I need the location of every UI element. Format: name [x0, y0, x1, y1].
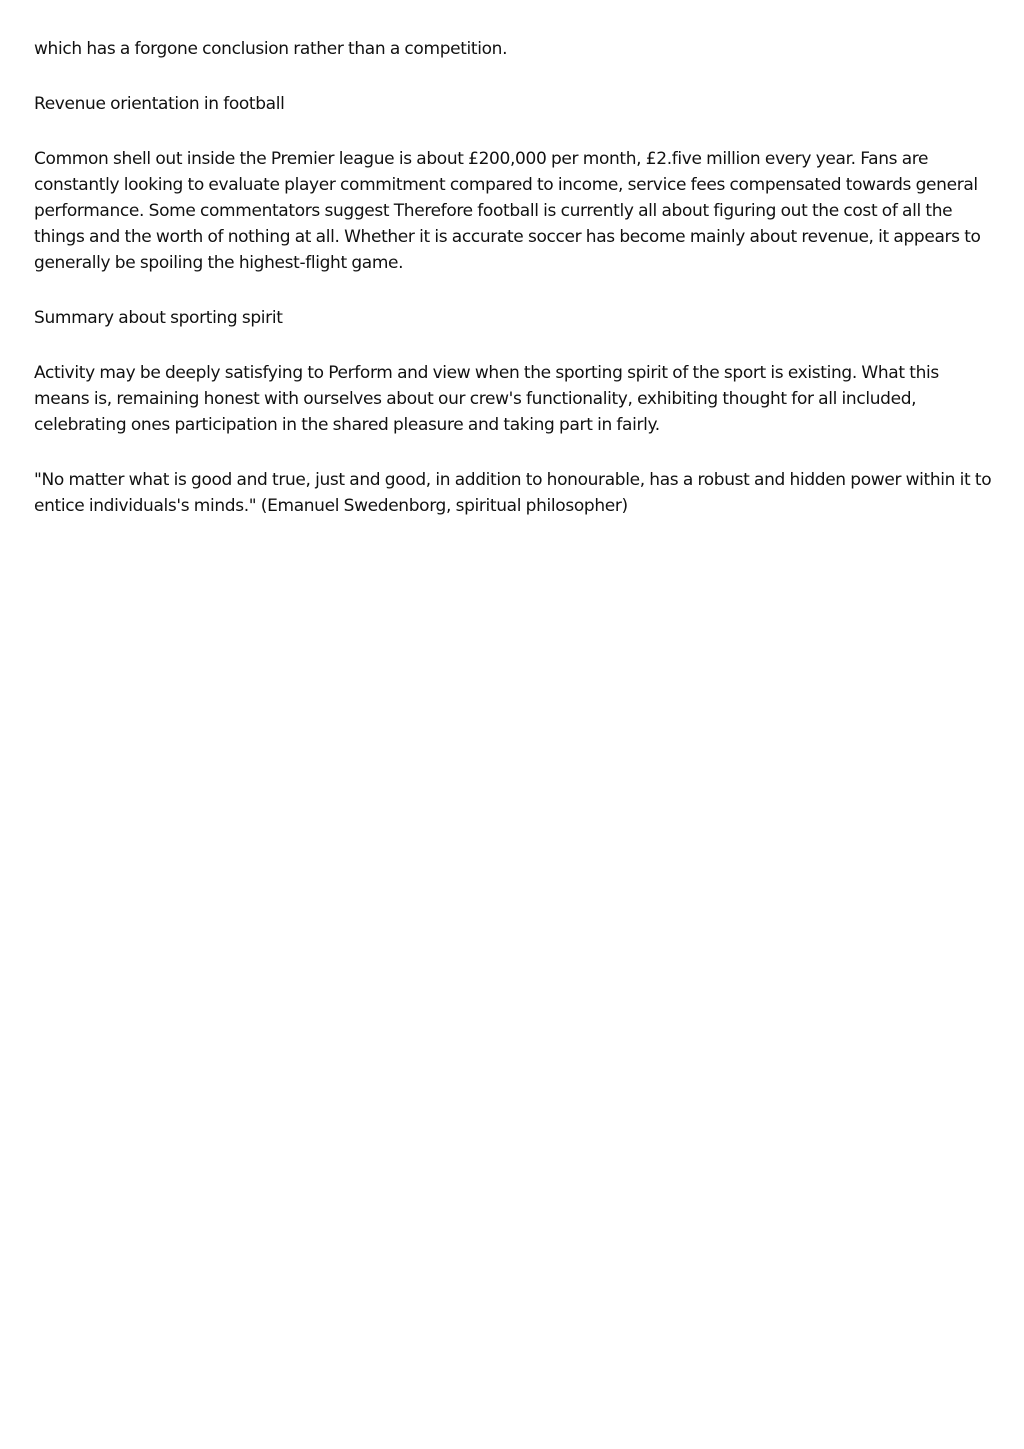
- paragraph-revenue: Common shell out inside the Premier league is about £200,000 per month, £2.five million every year. Fans are constantly looking to evaluate player commitment compared to income, service fees compensated towards general performance. Some commentators suggest Therefore football is currently all about figuring out the cost of all the things and the worth of nothing at all. Whether it is accurate soccer has become mainly about revenue, it appears to generally be spoiling the highest-flight game.: [34, 149, 981, 273]
- paragraph-summary: Activity may be deeply satisfying to Perform and view when the sporting spirit of the sport is existing. What this means is, remaining honest with ourselves about our crew's functionality, exhibiting thought for all included, celebrating ones participation in the shared pleasure and taking part in fairly.: [34, 363, 939, 435]
- paragraph-quote: "No matter what is good and true, just and good, in addition to honourable, has a robust and hidden power within it to entice individuals's minds." (Emanuel Swedenborg, spiritual philosopher): [34, 470, 992, 516]
- section-heading-summary: Summary about sporting spirit: [34, 308, 283, 328]
- paragraph-continuation: which has a forgone conclusion rather than a competition.: [34, 39, 508, 59]
- section-heading-revenue: Revenue orientation in football: [34, 94, 285, 114]
- document-page: [34, 36, 992, 548]
